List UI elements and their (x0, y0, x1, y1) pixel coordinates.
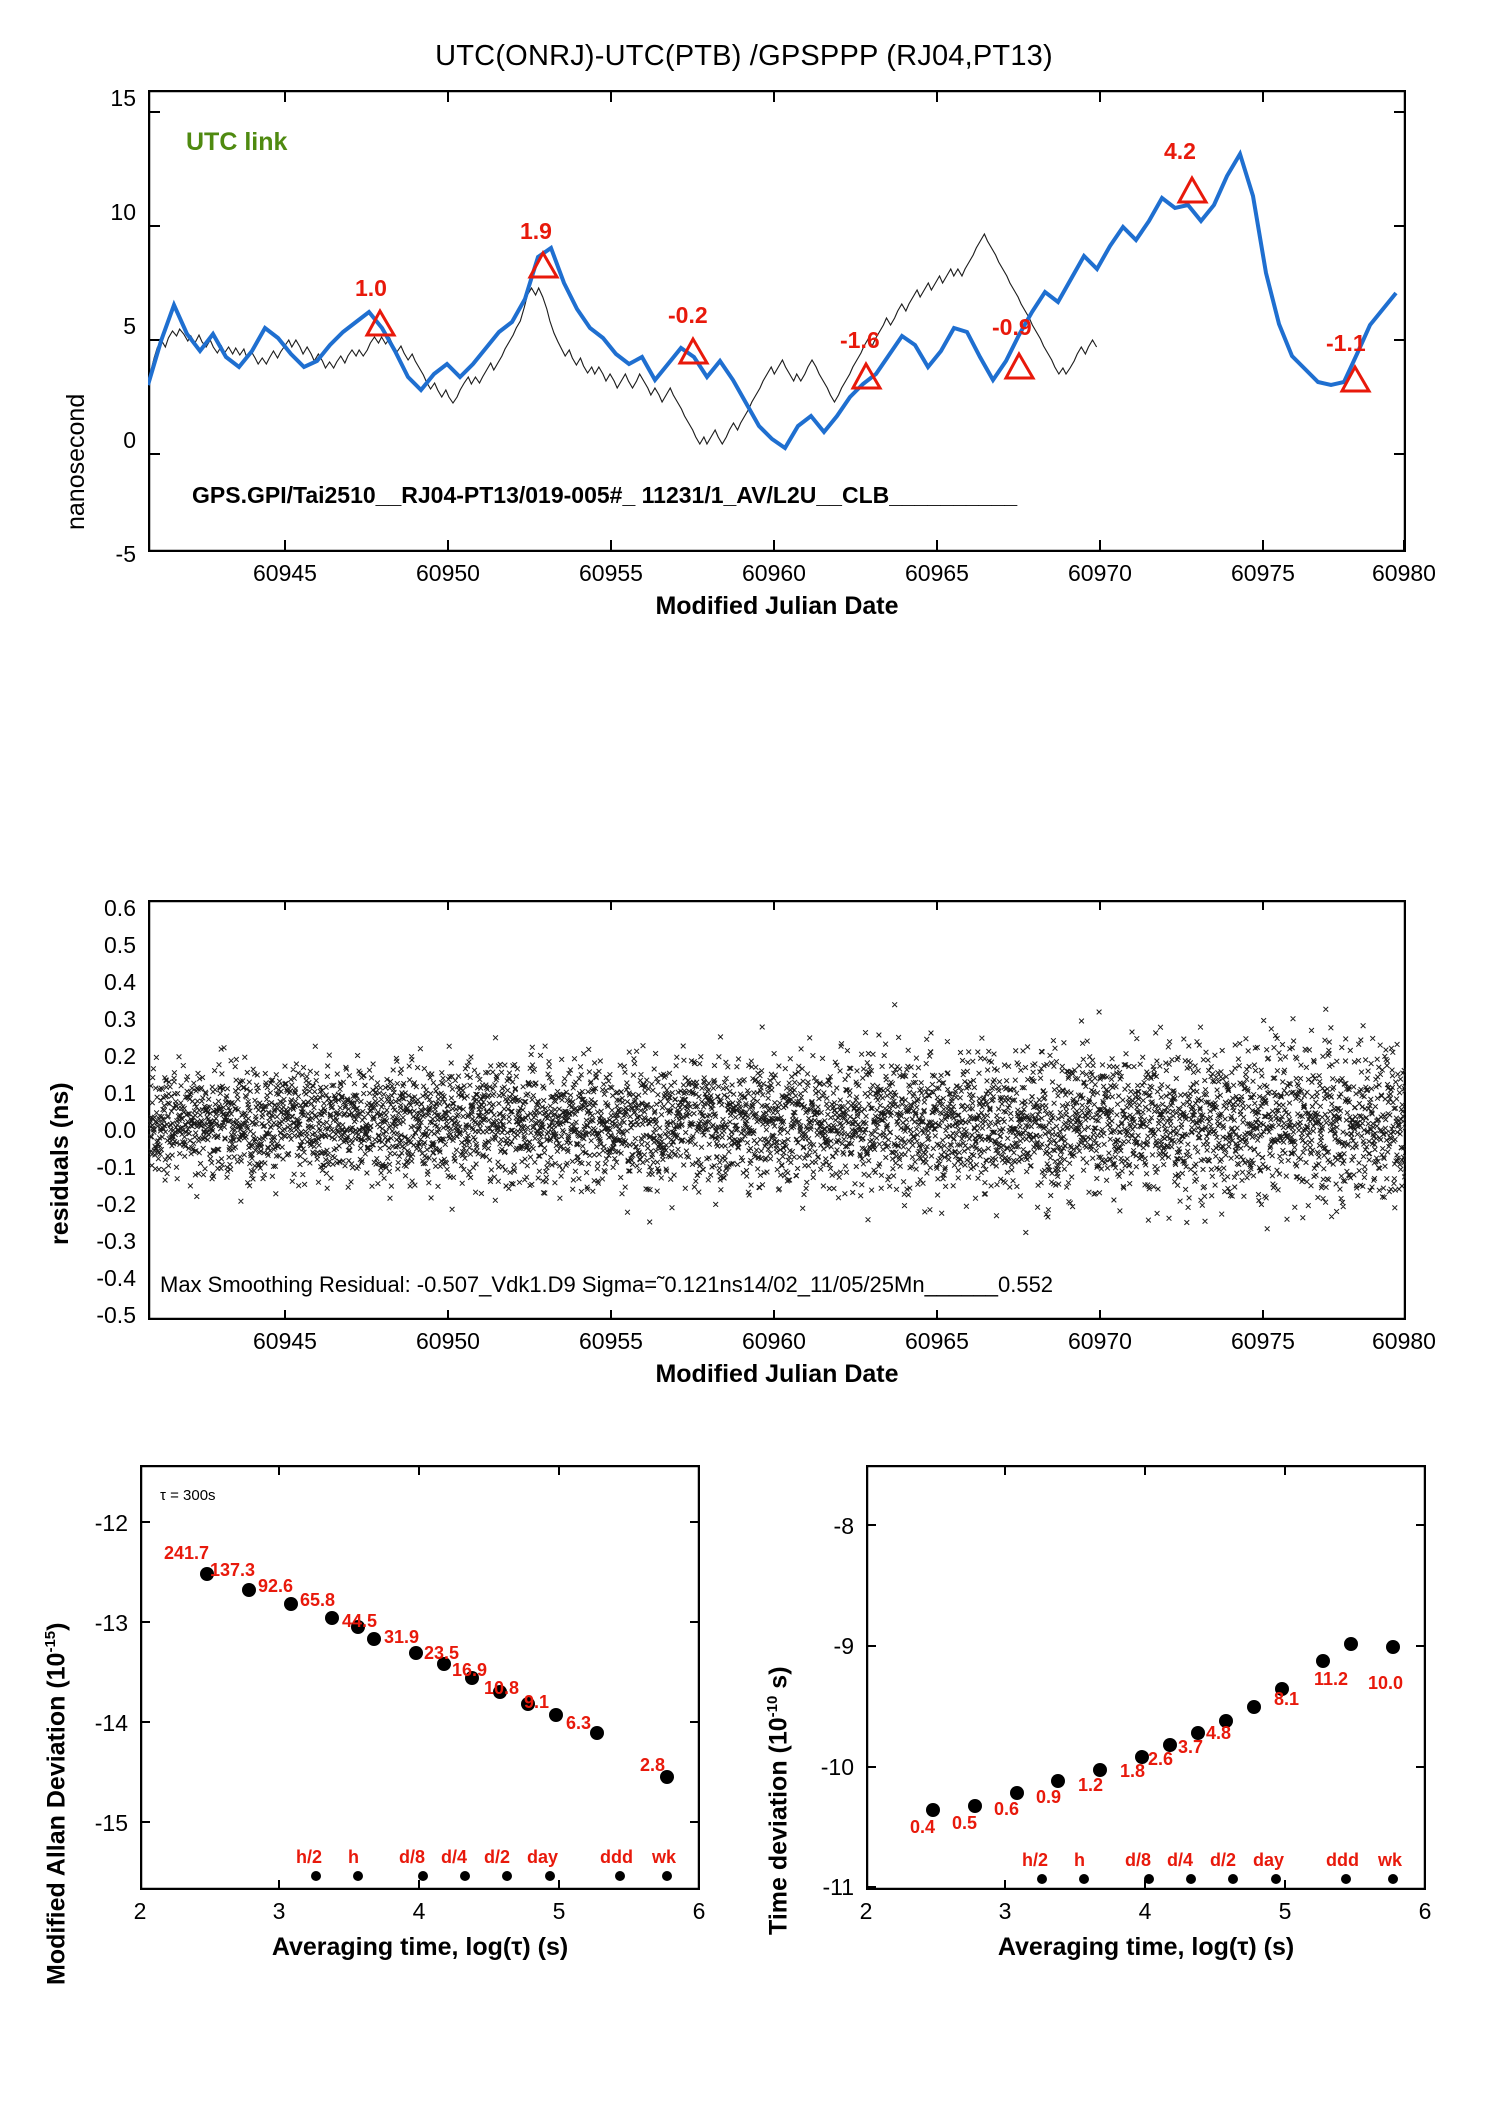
panel2-xtick: 60975 (1231, 1328, 1295, 1354)
panel2-ytick: 0.0 (104, 1117, 136, 1143)
panel1-xtick: 60965 (905, 560, 969, 586)
panel2-ytick: -0.1 (96, 1154, 136, 1180)
panel3-point-label: 2.8 (640, 1755, 666, 1775)
panel2-xtick: 60950 (416, 1328, 480, 1354)
panel4-timescale-label: d/2 (1210, 1850, 1237, 1870)
panel4-timescale-label: d/4 (1167, 1850, 1194, 1870)
panel4-point-label: 1.2 (1078, 1775, 1104, 1795)
panel4-ytick: -10 (820, 1754, 854, 1780)
panel1-marker-label: 4.2 (1164, 138, 1196, 164)
panel3-ytick: -15 (94, 1810, 128, 1836)
panel1-ytick: 15 (110, 85, 136, 111)
panel1-marker-label: -0.9 (992, 314, 1032, 340)
panel3-point-label: 44.5 (342, 1611, 378, 1631)
panel1-marker-label: -0.2 (668, 302, 708, 328)
panel3-timescale-label: h (348, 1847, 359, 1867)
panel3-ylabel-exp: -15 (42, 1630, 59, 1653)
panel1-xlabel: Modified Julian Date (655, 592, 899, 620)
panel3-point-label: 65.8 (300, 1590, 336, 1610)
panel3-points (200, 1567, 674, 1784)
panel4-point-label: 0.6 (994, 1799, 1020, 1819)
panel3-timescale-label: d/4 (441, 1847, 468, 1867)
panel4-ytick: -9 (833, 1633, 854, 1659)
panel4-timescale-label: ddd (1326, 1850, 1359, 1870)
panel4-point-label: 1.8 (1120, 1761, 1146, 1781)
panel1-markers (367, 178, 1369, 391)
panel1-xtick: 60970 (1068, 560, 1132, 586)
panel2-ytick: 0.5 (104, 932, 136, 958)
panel4-ytick: -11 (822, 1874, 854, 1900)
panel3-xtick: 2 (133, 1898, 147, 1924)
panel3-xlabel: Averaging time, log(τ) (s) (271, 1933, 569, 1961)
panel2-ytick: 0.2 (104, 1043, 136, 1069)
panel4-xtick: 2 (859, 1898, 873, 1924)
panel1-marker-label: 1.0 (355, 275, 387, 301)
panel2-ytick: -0.3 (96, 1228, 136, 1254)
panel1-ytick: 5 (123, 313, 136, 339)
panel3-timescale-label: d/2 (484, 1847, 511, 1867)
panel3-timescale-label: d/8 (399, 1847, 426, 1867)
panel2-ytick: -0.2 (96, 1191, 136, 1217)
panel4-point-label: 3.7 (1178, 1737, 1204, 1757)
panel4-xtick: 3 (998, 1898, 1012, 1924)
panel3-ylabel-tail: ) (42, 1622, 71, 1631)
panel1-legend: UTC link (186, 128, 288, 156)
panel3-timescale-label: wk (652, 1847, 677, 1867)
panel4-points (926, 1637, 1400, 1817)
panel4-point-label: 4.8 (1206, 1723, 1232, 1743)
panel3-point-label: 137.3 (210, 1560, 256, 1580)
panel2-xlabel: Modified Julian Date (655, 1360, 899, 1388)
panel3-ylabel (42, 1623, 71, 1985)
panel4-ylabel-exp: -10 (764, 1695, 781, 1718)
panel3-plot (140, 1465, 700, 1890)
panel4-ylabel-tail: s) (764, 1666, 793, 1696)
panel3-xtick: 5 (552, 1898, 566, 1924)
panel2-xtick: 60970 (1068, 1328, 1132, 1354)
panel2-ytick: 0.3 (104, 1006, 136, 1032)
panel2-ytick: 0.4 (104, 969, 136, 995)
panel3-point-label: 9.1 (524, 1692, 550, 1712)
panel1-xtick: 60955 (579, 560, 643, 586)
panel4-point-label: 10.0 (1368, 1673, 1404, 1693)
panel3-tau-note: τ = 300s (160, 1487, 216, 1504)
panel3-point-label: 6.3 (566, 1713, 592, 1733)
panel3-xtick: 6 (692, 1898, 706, 1924)
panel-utc-link (0, 85, 1488, 690)
panel4-point-label: 8.1 (1274, 1689, 1300, 1709)
panel2-xtick: 60980 (1372, 1328, 1436, 1354)
panel1-xtick: 60945 (253, 560, 317, 586)
panel4-timescale-label: h/2 (1022, 1850, 1049, 1870)
panel4-ylabel-text: Time deviation (10 (764, 1717, 793, 1935)
panel2-caption: Max Smoothing Residual: -0.507_Vdk1.D9 Sigma=˜0.121ns14/02_11/05/25Mn______0.552 (160, 1272, 1054, 1297)
panel3-ytick: -12 (94, 1510, 128, 1536)
panel3-ytick: -14 (94, 1710, 128, 1736)
panel4-timescale-label: h (1074, 1850, 1085, 1870)
panel4-point-label: 11.2 (1314, 1669, 1349, 1689)
panel3-xtick: 4 (412, 1898, 426, 1924)
panel2-ytick: -0.5 (96, 1302, 136, 1328)
panel3-point-label: 92.6 (258, 1576, 294, 1596)
panel2-xtick: 60965 (905, 1328, 969, 1354)
panel3-point-label: 241.7 (164, 1543, 210, 1563)
panel4-point-label: 0.4 (910, 1817, 936, 1837)
panel3-point-label: 10.8 (484, 1678, 520, 1698)
panel1-marker-label: -1.1 (1326, 330, 1366, 356)
panel3-point-label: 31.9 (384, 1627, 420, 1647)
panel2-plot (148, 900, 1406, 1320)
panel2-xtick: 60945 (253, 1328, 317, 1354)
panel2-ylabel: residuals (ns) (46, 1082, 74, 1245)
panel3-ylabel-text: Modified Allan Deviation (10 (42, 1652, 71, 1985)
panel3-ytick: -13 (94, 1610, 128, 1636)
panel2-xtick: 60960 (742, 1328, 806, 1354)
panel-tdev (744, 1465, 1488, 2105)
panel1-marker-label: -1.6 (840, 327, 880, 353)
panel1-ylabel: nanosecond (62, 393, 90, 530)
panel1-ytick: -5 (115, 541, 136, 567)
panel4-point-label: 0.9 (1036, 1787, 1062, 1807)
panel3-timescale-label: ddd (600, 1847, 633, 1867)
panel4-timescale-label: d/8 (1125, 1850, 1152, 1870)
panel3-timescale-label: h/2 (296, 1847, 323, 1867)
panel1-xtick: 60980 (1372, 560, 1436, 586)
panel2-ytick: 0.6 (104, 895, 136, 921)
panel4-xtick: 6 (1418, 1898, 1432, 1924)
panel1-ytick: 10 (110, 199, 136, 225)
panel4-xlabel: Averaging time, log(τ) (s) (997, 1933, 1295, 1961)
panel2-ytick: 0.1 (104, 1080, 136, 1106)
panel-residuals (0, 895, 1488, 1460)
panel-mdev (0, 1465, 744, 2105)
panel4-point-label: 0.5 (952, 1813, 978, 1833)
panel4-point-label: 2.6 (1148, 1749, 1174, 1769)
panel1-marker-label: 1.9 (520, 218, 552, 244)
panel3-point-label: 16.9 (452, 1660, 488, 1680)
panel1-caption: GPS.GPI/Tai2510__RJ04-PT13/019-005#_ 11231/1_AV/L2U__CLB__________ (192, 482, 1018, 508)
panel1-ytick: 0 (123, 427, 136, 453)
panel3-timescale-label: day (527, 1847, 559, 1867)
panel4-ytick: -8 (833, 1513, 854, 1539)
panel3-timescale-ticks (311, 1871, 672, 1881)
panel4-timescale-ticks (1037, 1874, 1398, 1884)
panel4-xtick: 4 (1138, 1898, 1152, 1924)
panel4-timescale-label: wk (1378, 1850, 1403, 1870)
panel1-xtick: 60975 (1231, 560, 1295, 586)
panel4-timescale-label: day (1253, 1850, 1285, 1870)
panel1-xtick: 60950 (416, 560, 480, 586)
panel3-point-label: 23.5 (424, 1643, 460, 1663)
panel1-xtick: 60960 (742, 560, 806, 586)
panel2-ytick: -0.4 (96, 1265, 136, 1291)
panel3-xtick: 3 (272, 1898, 286, 1924)
panel4-xtick: 5 (1278, 1898, 1292, 1924)
panel1-smoothed-curve (148, 154, 1396, 448)
panel2-xtick: 60955 (579, 1328, 643, 1354)
figure-title: UTC(ONRJ)-UTC(PTB) /GPSPPP (RJ04,PT13) (435, 40, 1053, 72)
